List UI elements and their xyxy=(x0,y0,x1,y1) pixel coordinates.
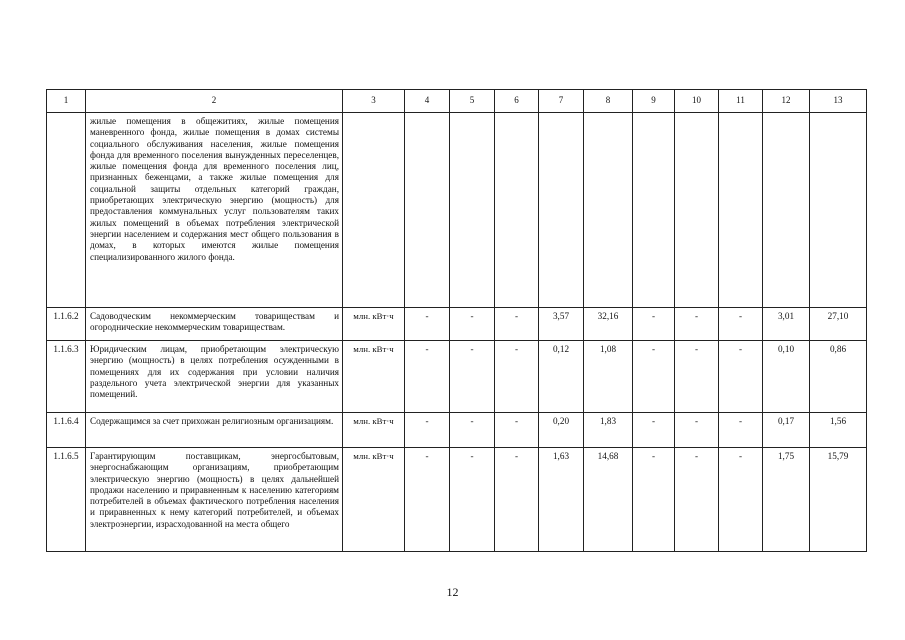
value-cell: 0,12 xyxy=(539,341,584,413)
value-cell: 32,16 xyxy=(584,308,633,341)
value-cell xyxy=(495,113,539,308)
value-cell: 3,01 xyxy=(763,308,810,341)
value-cell: 14,68 xyxy=(584,448,633,552)
row-description: жилые помещения в общежитиях, жилые помещения маневренного фонда, жилые помещения в домах системы социального обслуживания населения, жилые помещения фонда для временного поселения вынужденных переселенцев, жилые помещения фонда для временного поселения лиц, признанных беженцами, а также жилые помещения для социальной защиты отдельных категорий граждан, приобретающих электрическую энергию (мощность) для предоставления коммунальных услуг пользователям таких жилых помещений в объемах потребления электрической энергии населением и содержания мест общего пользования в домах, в которых имеются жилые помещения специализированного жилого фонда. xyxy=(86,113,343,308)
row-description: Юридическим лицам, приобретающим электрическую энергию (мощность) в целях потребления осужденными в помещениях для их содержания при условии наличия раздельного учета электрической энергии для указанных помещений. xyxy=(86,341,343,413)
value-cell: - xyxy=(633,413,675,448)
value-cell xyxy=(450,113,495,308)
value-cell: - xyxy=(675,413,719,448)
tariff-table xyxy=(46,89,867,552)
table-row xyxy=(47,448,867,552)
value-cell: 1,56 xyxy=(810,413,867,448)
table-row xyxy=(47,341,867,413)
header-cell: 6 xyxy=(495,90,539,113)
header-cell: 2 xyxy=(86,90,343,113)
value-cell: 1,08 xyxy=(584,341,633,413)
header-cell: 11 xyxy=(719,90,763,113)
row-unit: млн. кВт·ч xyxy=(343,341,405,413)
value-cell: 0,86 xyxy=(810,341,867,413)
value-cell: 1,63 xyxy=(539,448,584,552)
header-cell: 12 xyxy=(763,90,810,113)
value-cell xyxy=(763,113,810,308)
row-description: Содержащимся за счет прихожан религиозным организациям. xyxy=(86,413,343,448)
value-cell: - xyxy=(633,308,675,341)
table-row xyxy=(47,308,867,341)
header-cell: 3 xyxy=(343,90,405,113)
value-cell: - xyxy=(450,413,495,448)
header-cell: 9 xyxy=(633,90,675,113)
row-code: 1.1.6.5 xyxy=(47,448,86,552)
value-cell: - xyxy=(495,341,539,413)
header-cell: 7 xyxy=(539,90,584,113)
row-unit xyxy=(343,113,405,308)
table-row xyxy=(47,113,867,308)
value-cell: - xyxy=(719,341,763,413)
value-cell: - xyxy=(719,308,763,341)
row-code: 1.1.6.2 xyxy=(47,308,86,341)
page-number: 12 xyxy=(446,585,459,599)
header-cell: 13 xyxy=(810,90,867,113)
row-code: 1.1.6.3 xyxy=(47,341,86,413)
value-cell: - xyxy=(495,308,539,341)
value-cell: - xyxy=(675,448,719,552)
value-cell: - xyxy=(719,413,763,448)
value-cell: - xyxy=(495,413,539,448)
row-unit: млн. кВт·ч xyxy=(343,308,405,341)
value-cell: - xyxy=(495,448,539,552)
value-cell: - xyxy=(675,341,719,413)
value-cell: 0,17 xyxy=(763,413,810,448)
value-cell: - xyxy=(405,308,450,341)
row-unit: млн. кВт·ч xyxy=(343,413,405,448)
row-code: 1.1.6.4 xyxy=(47,413,86,448)
value-cell: - xyxy=(633,448,675,552)
value-cell: - xyxy=(450,308,495,341)
value-cell xyxy=(810,113,867,308)
value-cell: - xyxy=(450,341,495,413)
value-cell: - xyxy=(405,341,450,413)
row-description: Садоводческим некоммерческим товариществам и огороднические некоммерческим товариществам. xyxy=(86,308,343,341)
value-cell: 0,20 xyxy=(539,413,584,448)
value-cell: - xyxy=(405,413,450,448)
header-cell: 10 xyxy=(675,90,719,113)
value-cell xyxy=(633,113,675,308)
value-cell: 0,10 xyxy=(763,341,810,413)
header-cell: 5 xyxy=(450,90,495,113)
value-cell: 1,83 xyxy=(584,413,633,448)
header-cell: 8 xyxy=(584,90,633,113)
row-code xyxy=(47,113,86,308)
value-cell: - xyxy=(633,341,675,413)
table-row xyxy=(47,413,867,448)
value-cell xyxy=(675,113,719,308)
header-cell: 4 xyxy=(405,90,450,113)
value-cell: - xyxy=(675,308,719,341)
value-cell xyxy=(719,113,763,308)
value-cell: 3,57 xyxy=(539,308,584,341)
value-cell: - xyxy=(405,448,450,552)
value-cell: 27,10 xyxy=(810,308,867,341)
value-cell: - xyxy=(450,448,495,552)
header-cell: 1 xyxy=(47,90,86,113)
value-cell xyxy=(584,113,633,308)
row-description: Гарантирующим поставщикам, энергосбытовым, энергоснабжающим организациям, приобретающим электрическую энергию (мощность) в целях дальнейшей продажи населению и приравненным к населению категориям потребителей в объемах фактического потребления населения и приравненных к нему категорий потребителей, и объемах электроэнергии, израсходованной на места общего xyxy=(86,448,343,552)
table-header-row xyxy=(47,90,867,113)
value-cell: 15,79 xyxy=(810,448,867,552)
value-cell: - xyxy=(719,448,763,552)
value-cell xyxy=(405,113,450,308)
row-unit: млн. кВт·ч xyxy=(343,448,405,552)
value-cell xyxy=(539,113,584,308)
value-cell: 1,75 xyxy=(763,448,810,552)
